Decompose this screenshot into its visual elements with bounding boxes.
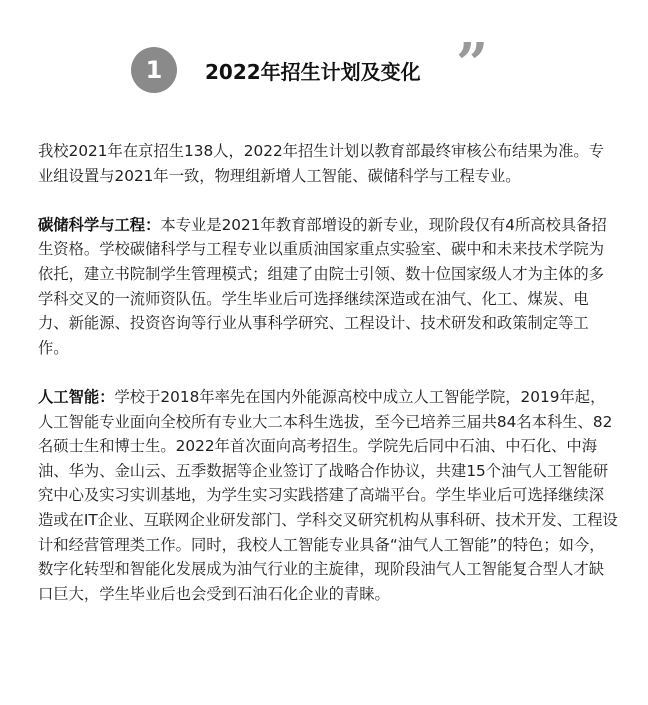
article-body <box>38 139 618 606</box>
quote-icon: ” <box>456 31 489 97</box>
section-number-badge: 1 <box>131 47 177 93</box>
paragraph-intro <box>38 139 618 188</box>
section-header <box>0 31 648 100</box>
paragraph-carbon-storage <box>38 213 618 361</box>
term-carbon-storage: 碳储科学与工程： <box>38 215 161 234</box>
paragraph-ai-text: 学校于2018年率先在国内外能源高校中成立人工智能学院，2019年起，人工智能专业面向全校所有专业大二本科生选拔，至今已培养三届共84名本科生、82名硕士生和博士生。2022年首次面向高考招生。学院先后同中石油、中石化、中海油、华为、金山云、五季数据等企业签订了战略合作协议，共建15个油气人工智能研究中心及实习实训基地，为学生实习实践搭建了高端平台。学生毕业后可选择继续深造或在IT企业、互联网企业研发部门、学科交叉研究机构从事科研、技术开发、工程设计和经营管理类工作。同时，我校人工智能专业具备“油气人工智能”的特色；如今，数字化转型和智能化发展成为油气行业的主旋律，现阶段油气人工智能复合型人才缺口巨大，学生毕业后也会受到石油石化企业的青睐。 <box>38 387 618 603</box>
section-title: 2022年招生计划及变化 <box>205 60 421 84</box>
term-ai: 人工智能： <box>38 387 115 406</box>
paragraph-carbon-storage-text: 本专业是2021年教育部增设的新专业，现阶段仅有4所高校具备招生资格。学校碳储科学与工程专业以重质油国家重点实验室、碳中和未来技术学院为依托，建立书院制学生管理模式；组建了由院士引领、数十位国家级人才为主体的多学科交叉的一流师资队伍。学生毕业后可选择继续深造或在油气、化工、煤炭、电力、新能源、投资咨询等行业从事科学研究、工程设计、技术研发和政策制定等工作。 <box>38 215 607 357</box>
paragraph-ai <box>38 385 618 606</box>
paragraph-intro-text: 我校2021年在京招生138人，2022年招生计划以教育部最终审核公布结果为准。专业组设置与2021年一致，物理组新增人工智能、碳储科学与工程专业。 <box>38 142 604 185</box>
